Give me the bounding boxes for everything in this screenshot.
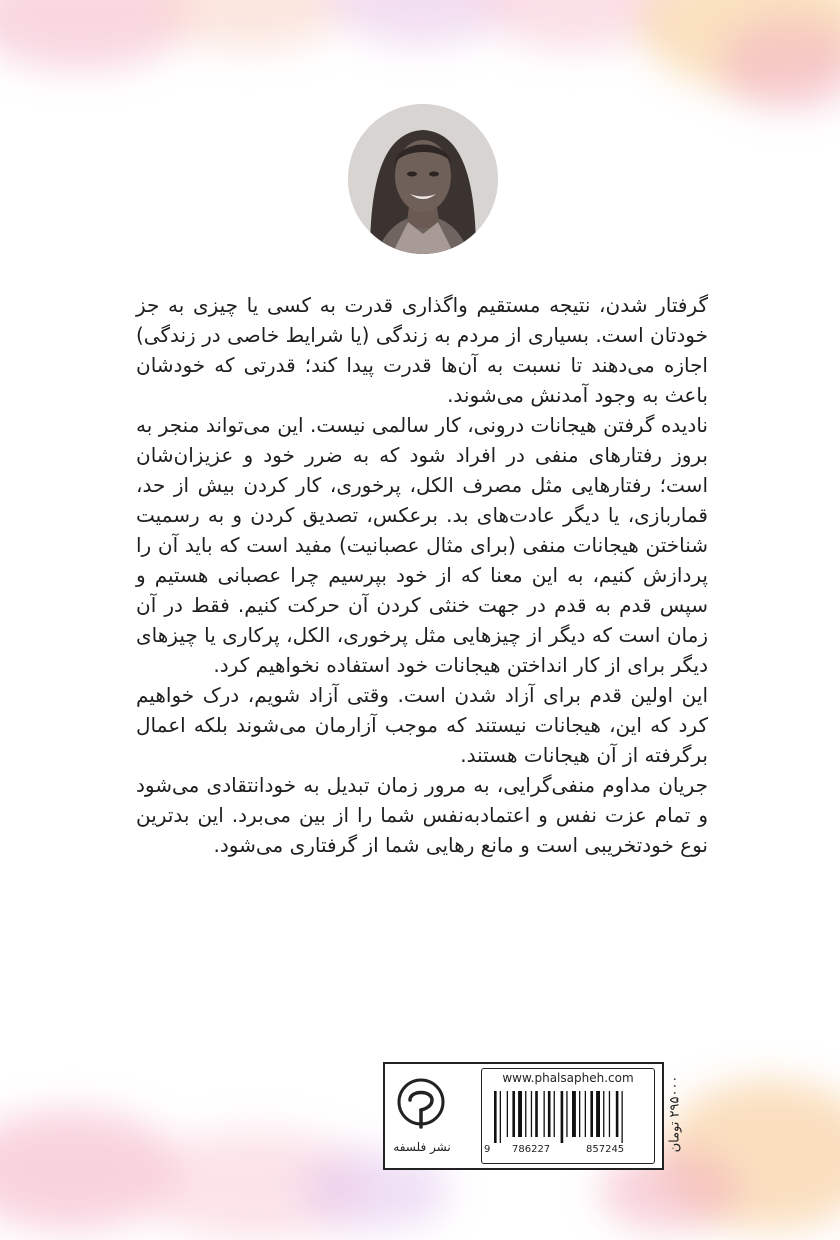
author-photo xyxy=(348,104,498,254)
paragraph: گرفتار شدن، نتیجه مستقیم واگذاری قدرت به کسی یا چیزی به جز خودتان است. بسیاری از مردم به زندگی (یا شرایط خاصی در زندگی) اجازه می‌دهند تا نسبت به آن‌ها قدرت پیدا کند؛ قدرتی که خودشان باعث به وجود آمدنش می‌شوند. xyxy=(136,293,708,407)
barcode-bar xyxy=(548,1091,551,1137)
barcode-bar xyxy=(566,1091,567,1137)
price-text: ۲۹۵۰۰۰ تومان xyxy=(667,1075,683,1153)
barcode-bar xyxy=(535,1091,538,1137)
barcode-bar xyxy=(590,1091,593,1137)
publisher-box xyxy=(383,1062,664,1170)
website-url: www.phalsapheh.com xyxy=(502,1071,634,1085)
barcode-bar xyxy=(494,1091,497,1143)
isbn-barcode xyxy=(494,1091,644,1143)
barcode-bar xyxy=(518,1091,522,1137)
publisher-logo-icon xyxy=(396,1072,446,1132)
barcode-bar xyxy=(500,1091,501,1143)
isbn-digit-group: 857245 xyxy=(586,1144,625,1155)
barcode-bar xyxy=(512,1091,515,1137)
paragraph: این اولین قدم برای آزاد شدن است. وقتی آزاد شویم، درک خواهیم کرد که این، هیجانات نیستند که موجب آزارمان می‌شوند بلکه اعمال برگرفته از آن هیجانات هستند. xyxy=(136,683,708,767)
barcode-bar xyxy=(622,1091,623,1143)
barcode-bar xyxy=(572,1091,576,1137)
barcode-bar xyxy=(585,1091,586,1137)
isbn-digit-group: 786227 xyxy=(512,1144,551,1155)
barcode-bar xyxy=(544,1091,545,1137)
paragraph: جریان مداوم منفی‌گرایی، به مرور زمان تبدیل به خودانتقادی می‌شود و تمام عزت نفس و اعتماد‌به‌نفس شما را از بین می‌برد. این بدترین نوع خودتخریبی است و مانع رهایی شما از گرفتاری می‌شود. xyxy=(136,773,708,857)
author-portrait xyxy=(348,104,498,254)
barcode-bar xyxy=(531,1091,532,1137)
paragraph: نادیده گرفتن هیجانات درونی، کار سالمی نیست. این می‌تواند منجر به بروز رفتارهای منفی در افراد شود که به ضرر خود و عزیزان‌شان است؛ رفتارهایی مثل مصرف الکل، پرخوری، کار کردن بیش از حد، قماربازی، یا دیگر عادت‌های بد. برعکس، تصدیق کردن و به رسمیت شناختن هیجانات منفی (برای مثال عصبانیت) مفید است که باید آن را پردازش کنیم، به این معنا که از خود بپرسیم چرا عصبانی هستیم و سپس قدم به قدم در جهت خنثی کردن آن حرکت کنیم. فقط در آن زمان است که دیگر از چیزهایی مثل پرخوری، الکل، پرکاری یا چیزهای دیگر برای از کار انداختن هیجانات خود استفاده نخواهیم کرد. xyxy=(136,413,708,677)
price-label xyxy=(655,1064,695,1164)
barcode-bar xyxy=(507,1091,508,1137)
isbn-digit-group: 9 xyxy=(484,1144,491,1155)
barcode-bar xyxy=(596,1091,600,1137)
barcode-bar xyxy=(616,1091,619,1137)
barcode-bar xyxy=(579,1091,580,1137)
barcode-bar xyxy=(525,1091,526,1137)
barcode-frame xyxy=(481,1068,655,1164)
barcode-bar xyxy=(554,1091,555,1137)
barcode-bar xyxy=(609,1091,610,1137)
barcode-bar xyxy=(603,1091,604,1137)
barcode-bar xyxy=(561,1091,564,1143)
publisher-name: نشر فلسفه xyxy=(393,1140,451,1154)
back-cover-text xyxy=(136,290,708,860)
